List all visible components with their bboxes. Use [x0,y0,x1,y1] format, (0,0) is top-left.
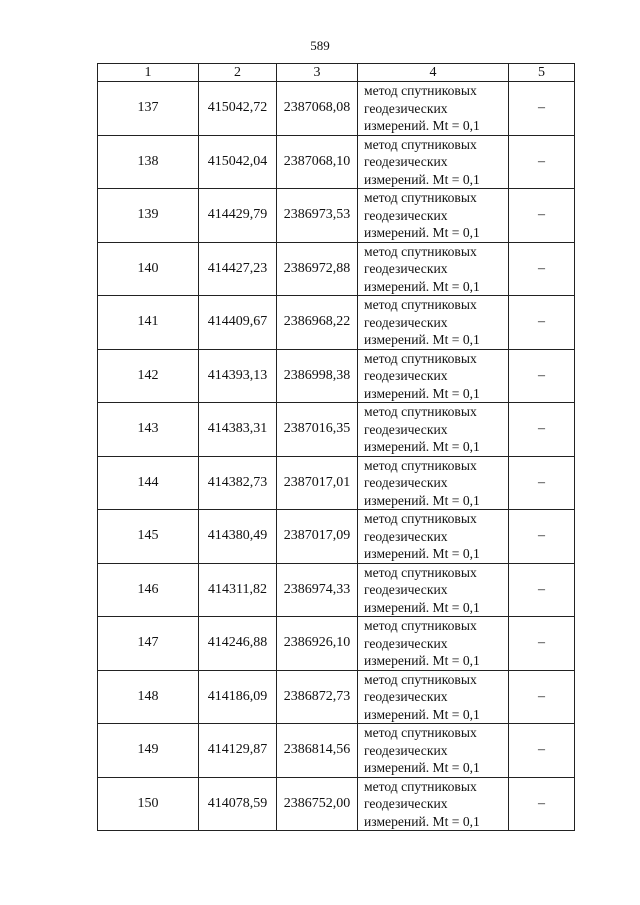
method-text-line: геодезических [364,742,448,758]
method-text-line: геодезических [364,528,448,544]
table-row [98,563,575,617]
method-text-line: метод спутниковых [364,564,477,580]
method-cell [358,82,509,136]
point-number-cell: 143 [98,403,199,457]
table-row [98,82,575,136]
y-coordinate-cell: 2386974,33 [277,563,358,617]
y-coordinate-cell: 2386814,56 [277,724,358,778]
method-text-line: измерений. Mt = 0,1 [364,118,480,133]
y-coordinate-cell: 2387068,10 [277,135,358,189]
y-coordinate-cell: 2386926,10 [277,617,358,671]
x-coordinate-cell: 414382,73 [199,456,277,510]
method-text-line: геодезических [364,100,448,116]
point-number-cell: 148 [98,670,199,724]
method-cell [358,777,509,831]
x-coordinate-cell: 415042,72 [199,82,277,136]
method-text-line: геодезических [364,368,448,383]
y-coordinate-cell: 2387016,35 [277,403,358,457]
x-coordinate-cell: 414246,88 [199,617,277,671]
method-text-line: геодезических [364,314,448,330]
method-text-line: геодезических [364,796,448,811]
method-text-line: измерений. Mt = 0,1 [364,813,480,829]
method-text-line: метод спутниковых [364,457,477,473]
method-text-line: метод спутниковых [364,511,477,526]
method-text-line: геодезических [364,689,448,704]
method-text-line: измерений. Mt = 0,1 [364,439,480,454]
point-number-cell: 140 [98,242,199,296]
y-coordinate-cell: 2386968,22 [277,296,358,350]
note-cell: – [509,296,575,350]
x-coordinate-cell: 414427,23 [199,242,277,296]
table-row [98,296,575,350]
method-text-line: метод спутниковых [364,190,477,205]
point-number-cell: 142 [98,349,199,403]
table-row [98,135,575,189]
method-cell [358,242,509,296]
point-number-cell: 147 [98,617,199,671]
column-header-4: 4 [358,64,509,82]
x-coordinate-cell: 414311,82 [199,563,277,617]
method-text-line: измерений. Mt = 0,1 [364,278,480,294]
column-header-3: 3 [277,64,358,82]
method-text-line: метод спутниковых [364,297,477,312]
method-text-line: метод спутниковых [364,243,477,259]
method-cell [358,724,509,778]
note-cell: – [509,724,575,778]
method-text-line: измерений. Mt = 0,1 [364,492,480,508]
x-coordinate-cell: 414383,31 [199,403,277,457]
point-number-cell: 139 [98,189,199,243]
method-text-line: геодезических [364,421,448,437]
note-cell: – [509,617,575,671]
note-cell: – [509,563,575,617]
note-cell: – [509,349,575,403]
point-number-cell: 144 [98,456,199,510]
x-coordinate-cell: 414393,13 [199,349,277,403]
method-text-line: геодезических [364,475,448,490]
point-number-cell: 146 [98,563,199,617]
table-row [98,242,575,296]
method-text-line: измерений. Mt = 0,1 [364,546,480,561]
x-coordinate-cell: 414078,59 [199,777,277,831]
method-text-line: метод спутниковых [364,618,477,633]
note-cell: – [509,403,575,457]
method-text-line: геодезических [364,582,448,597]
table-row [98,456,575,510]
note-cell: – [509,456,575,510]
column-header-5: 5 [509,64,575,82]
method-text-line: измерений. Mt = 0,1 [364,171,480,187]
method-text-line: измерений. Mt = 0,1 [364,225,480,240]
coordinates-table [97,63,575,831]
x-coordinate-cell: 414380,49 [199,510,277,564]
y-coordinate-cell: 2386998,38 [277,349,358,403]
method-text-line: измерений. Mt = 0,1 [364,706,480,722]
table-row [98,349,575,403]
x-coordinate-cell: 414409,67 [199,296,277,350]
method-text-line: метод спутниковых [364,350,477,366]
note-cell: – [509,242,575,296]
y-coordinate-cell: 2387068,08 [277,82,358,136]
x-coordinate-cell: 415042,04 [199,135,277,189]
method-cell [358,349,509,403]
table-row [98,670,575,724]
table-row [98,724,575,778]
table-row [98,403,575,457]
method-text-line: геодезических [364,207,448,223]
method-cell [358,403,509,457]
column-header-2: 2 [199,64,277,82]
note-cell: – [509,82,575,136]
point-number-cell: 137 [98,82,199,136]
method-text-line: метод спутниковых [364,136,477,152]
method-cell [358,670,509,724]
note-cell: – [509,510,575,564]
point-number-cell: 141 [98,296,199,350]
y-coordinate-cell: 2386872,73 [277,670,358,724]
y-coordinate-cell: 2387017,01 [277,456,358,510]
method-text-line: измерений. Mt = 0,1 [364,385,480,401]
method-text-line: метод спутниковых [364,83,477,98]
note-cell: – [509,777,575,831]
table-row [98,189,575,243]
note-cell: – [509,189,575,243]
column-header-1: 1 [98,64,199,82]
method-text-line: измерений. Mt = 0,1 [364,332,480,347]
page-number: 589 [310,38,330,53]
note-cell: – [509,135,575,189]
method-text-line: метод спутниковых [364,725,477,740]
method-text-line: метод спутниковых [364,778,477,794]
x-coordinate-cell: 414429,79 [199,189,277,243]
point-number-cell: 145 [98,510,199,564]
method-text-line: геодезических [364,635,448,651]
method-cell [358,617,509,671]
x-coordinate-cell: 414129,87 [199,724,277,778]
y-coordinate-cell: 2387017,09 [277,510,358,564]
method-text-line: измерений. Mt = 0,1 [364,760,480,775]
method-cell [358,296,509,350]
point-number-cell: 138 [98,135,199,189]
method-text-line: геодезических [364,154,448,169]
method-text-line: геодезических [364,261,448,276]
y-coordinate-cell: 2386972,88 [277,242,358,296]
table-row [98,510,575,564]
table-row [98,617,575,671]
y-coordinate-cell: 2386752,00 [277,777,358,831]
table-header-row [98,64,575,82]
method-text-line: метод спутниковых [364,404,477,419]
note-cell: – [509,670,575,724]
point-number-cell: 149 [98,724,199,778]
method-cell [358,135,509,189]
table-row [98,777,575,831]
method-text-line: метод спутниковых [364,671,477,687]
point-number-cell: 150 [98,777,199,831]
y-coordinate-cell: 2386973,53 [277,189,358,243]
method-cell [358,456,509,510]
method-text-line: измерений. Mt = 0,1 [364,653,480,668]
x-coordinate-cell: 414186,09 [199,670,277,724]
method-cell [358,510,509,564]
method-cell [358,189,509,243]
method-cell [358,563,509,617]
method-text-line: измерений. Mt = 0,1 [364,599,480,615]
